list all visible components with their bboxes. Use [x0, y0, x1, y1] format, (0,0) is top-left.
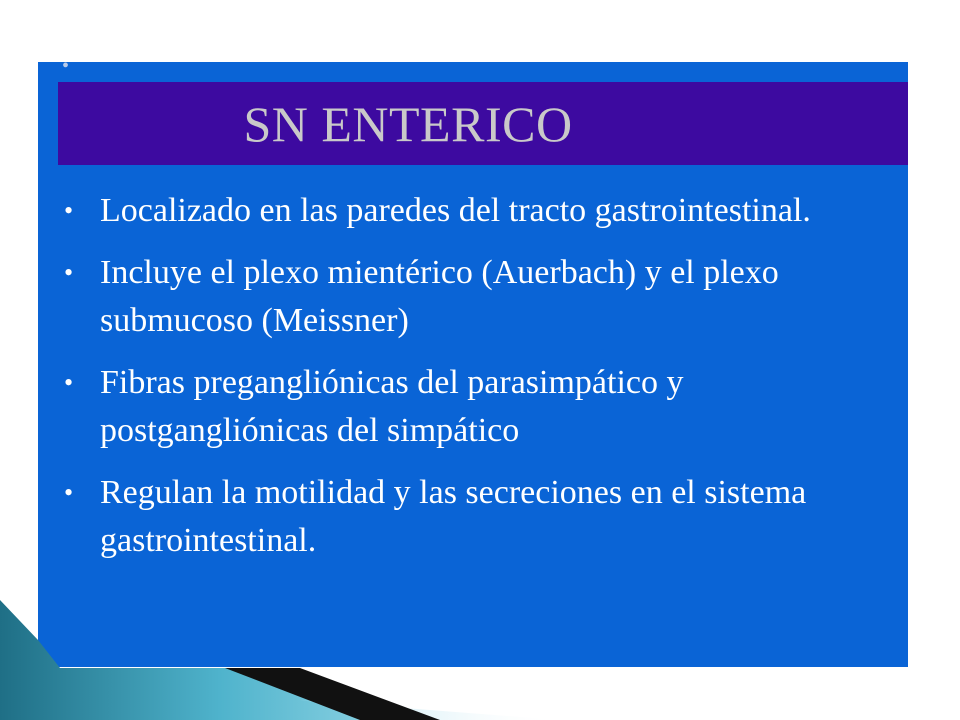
bullet-text: Localizado en las paredes del tracto gastrointestinal. — [100, 192, 811, 229]
swoosh-black-wedge — [225, 668, 440, 720]
title-band — [58, 82, 908, 165]
slide-title: SN ENTERICO — [243, 95, 573, 152]
bullet-list — [58, 187, 888, 579]
bullet-text: Incluye el plexo mientérico (Auerbach) y el plexo submucoso (Meissner) — [100, 254, 779, 339]
bullet-item-incluye — [58, 249, 888, 345]
bullet-item-regulan — [58, 469, 888, 565]
bullet-icon: • — [64, 368, 74, 397]
bullet-item-localizado — [58, 187, 888, 235]
bullet-icon: • — [64, 478, 74, 507]
stray-bullet: • — [62, 55, 70, 77]
bullet-text: Fibras pregangliónicas del parasimpático y postgangliónicas del simpático — [100, 364, 684, 449]
slide-content-panel — [38, 55, 908, 667]
bullet-item-fibras — [58, 359, 888, 455]
swoosh-light-shape — [300, 700, 560, 720]
bullet-text: Regulan la motilidad y las secreciones en el sistema gastrointestinal. — [100, 474, 807, 559]
bullet-icon: • — [64, 258, 74, 287]
bullet-icon: • — [64, 196, 74, 225]
